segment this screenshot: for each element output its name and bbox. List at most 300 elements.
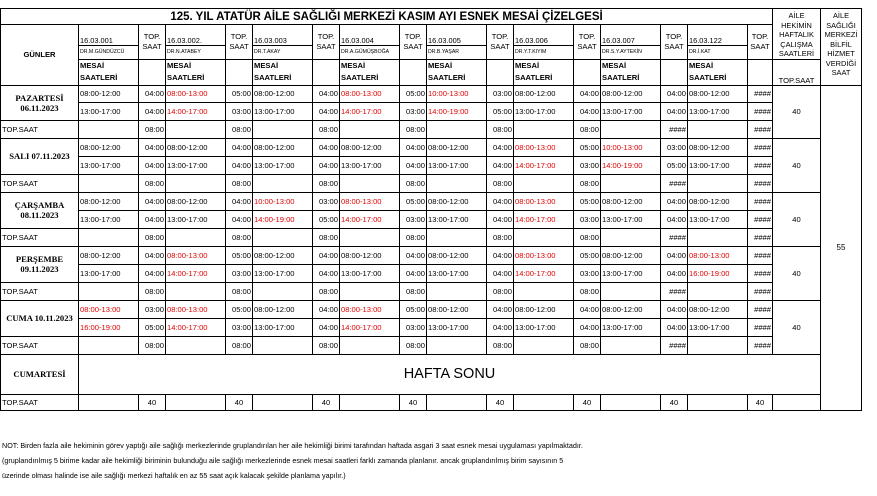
daily-total[interactable]: 08:00 <box>226 282 253 300</box>
shift-time[interactable]: 14:00-17:00 <box>340 102 400 120</box>
shift-hours[interactable]: 04:00 <box>139 192 166 210</box>
shift-hours[interactable]: 04:00 <box>139 264 166 282</box>
weekly-hours[interactable]: 40 <box>773 192 821 246</box>
top-saat-label[interactable]: TOP.SAAT <box>1 120 79 138</box>
doctor-name[interactable]: DR.A.GÜMÜŞBOĞA <box>340 45 400 59</box>
empty-cell[interactable] <box>601 282 661 300</box>
shift-time[interactable]: 10:00-13:00 <box>427 85 487 102</box>
shift-time[interactable]: 13:00-17:00 <box>688 156 748 174</box>
shift-time[interactable]: 08:00-13:00 <box>688 246 748 264</box>
shift-hours[interactable]: 04:00 <box>400 246 427 264</box>
shift-time[interactable]: 13:00-17:00 <box>79 102 139 120</box>
daily-total[interactable]: 08:00 <box>487 120 514 138</box>
empty-cell[interactable] <box>400 59 427 85</box>
shift-hours[interactable]: 04:00 <box>487 192 514 210</box>
shift-time[interactable]: 13:00-17:00 <box>79 264 139 282</box>
shift-hours[interactable]: 04:00 <box>400 156 427 174</box>
shift-time[interactable]: 08:00-13:00 <box>166 246 226 264</box>
empty-cell[interactable] <box>427 394 487 410</box>
daily-total[interactable]: 08:00 <box>313 336 340 354</box>
weekly-hours[interactable]: 40 <box>773 300 821 354</box>
shift-hours[interactable]: 04:00 <box>226 138 253 156</box>
empty-cell[interactable] <box>166 228 226 246</box>
shift-hours[interactable]: 03:00 <box>574 264 601 282</box>
shift-hours[interactable]: 04:00 <box>400 264 427 282</box>
shift-hours[interactable]: 05:00 <box>487 102 514 120</box>
empty-cell[interactable] <box>166 120 226 138</box>
daily-total[interactable]: 08:00 <box>226 228 253 246</box>
shift-time[interactable]: 13:00-17:00 <box>427 318 487 336</box>
shift-hours[interactable]: 03:00 <box>226 102 253 120</box>
day-label[interactable]: ÇARŞAMBA 08.11.2023 <box>1 192 79 228</box>
shift-hours[interactable]: #### <box>748 300 773 318</box>
shift-time[interactable]: 14:00-19:00 <box>427 102 487 120</box>
empty-cell[interactable] <box>688 282 748 300</box>
header-hekim-top[interactable]: TOP.SAAT <box>773 59 821 85</box>
daily-total[interactable]: 08:00 <box>139 282 166 300</box>
daily-total[interactable]: #### <box>748 174 773 192</box>
shift-time[interactable]: 08:00-12:00 <box>79 138 139 156</box>
weekly-hours[interactable]: 40 <box>773 246 821 300</box>
header-top-saat[interactable]: TOP. SAAT <box>226 25 253 60</box>
day-label[interactable]: CUMA 10.11.2023 <box>1 300 79 336</box>
shift-hours[interactable]: 04:00 <box>574 102 601 120</box>
doctor-name[interactable]: DR.B.YAŞAR <box>427 45 487 59</box>
shift-time[interactable]: 08:00-12:00 <box>688 192 748 210</box>
shift-time[interactable]: 08:00-12:00 <box>340 246 400 264</box>
header-gunler[interactable]: GÜNLER <box>1 25 79 86</box>
doctor-name[interactable]: DR.İ.KAT <box>688 45 748 59</box>
shift-hours[interactable]: 04:00 <box>226 192 253 210</box>
daily-total[interactable]: 08:00 <box>400 336 427 354</box>
shift-hours[interactable]: 04:00 <box>139 156 166 174</box>
shift-time[interactable]: 08:00-12:00 <box>514 85 574 102</box>
empty-cell[interactable] <box>313 59 340 85</box>
shift-time[interactable]: 08:00-12:00 <box>340 138 400 156</box>
shift-hours[interactable]: 04:00 <box>139 102 166 120</box>
weekly-total[interactable]: 40 <box>748 394 773 410</box>
shift-hours[interactable]: 04:00 <box>661 102 688 120</box>
empty-cell[interactable] <box>253 120 313 138</box>
shift-time[interactable]: 08:00-12:00 <box>166 138 226 156</box>
empty-cell[interactable] <box>514 282 574 300</box>
empty-cell[interactable] <box>688 120 748 138</box>
daily-total[interactable]: #### <box>748 336 773 354</box>
header-mesai[interactable]: MESAİ SAATLERİ <box>340 59 400 85</box>
shift-time[interactable]: 16:00-19:00 <box>688 264 748 282</box>
shift-time[interactable]: 08:00-13:00 <box>79 300 139 318</box>
daily-total[interactable]: #### <box>661 120 688 138</box>
header-mesai[interactable]: MESAİ SAATLERİ <box>79 59 139 85</box>
shift-time[interactable]: 14:00-17:00 <box>166 102 226 120</box>
shift-time[interactable]: 13:00-17:00 <box>601 210 661 228</box>
shift-time[interactable]: 08:00-12:00 <box>601 246 661 264</box>
shift-time[interactable]: 14:00-17:00 <box>340 318 400 336</box>
shift-hours[interactable]: 04:00 <box>487 210 514 228</box>
daily-total[interactable]: 08:00 <box>487 228 514 246</box>
shift-time[interactable]: 13:00-17:00 <box>688 318 748 336</box>
daily-total[interactable]: 08:00 <box>487 282 514 300</box>
shift-hours[interactable]: 05:00 <box>574 138 601 156</box>
hafta-sonu[interactable]: HAFTA SONU <box>79 354 821 394</box>
empty-cell[interactable] <box>79 228 139 246</box>
weekly-total[interactable]: 40 <box>661 394 688 410</box>
shift-hours[interactable]: 04:00 <box>574 300 601 318</box>
shift-time[interactable]: 13:00-17:00 <box>253 102 313 120</box>
shift-hours[interactable]: 05:00 <box>226 85 253 102</box>
daily-total[interactable]: #### <box>748 228 773 246</box>
shift-hours[interactable]: 04:00 <box>487 246 514 264</box>
empty-cell[interactable] <box>688 228 748 246</box>
shift-hours[interactable]: 04:00 <box>661 210 688 228</box>
shift-time[interactable]: 14:00-17:00 <box>340 210 400 228</box>
empty-cell[interactable] <box>340 336 400 354</box>
shift-time[interactable]: 14:00-17:00 <box>166 318 226 336</box>
daily-total[interactable]: #### <box>748 120 773 138</box>
empty-cell[interactable] <box>79 174 139 192</box>
top-saat-label[interactable]: TOP.SAAT <box>1 394 79 410</box>
header-mesai[interactable]: MESAİ SAATLERİ <box>688 59 748 85</box>
empty-cell[interactable] <box>79 394 139 410</box>
empty-cell[interactable] <box>340 174 400 192</box>
shift-hours[interactable]: 04:00 <box>487 300 514 318</box>
shift-time[interactable]: 13:00-17:00 <box>601 102 661 120</box>
shift-time[interactable]: 13:00-17:00 <box>688 210 748 228</box>
shift-hours[interactable]: 05:00 <box>139 318 166 336</box>
weekly-hours[interactable]: 40 <box>773 138 821 192</box>
doctor-name[interactable]: DR.S.Y.AYTEKİN <box>601 45 661 59</box>
shift-hours[interactable]: 03:00 <box>313 192 340 210</box>
shift-hours[interactable]: 04:00 <box>487 264 514 282</box>
shift-hours[interactable]: 04:00 <box>313 156 340 174</box>
empty-cell[interactable] <box>79 282 139 300</box>
empty-cell[interactable] <box>574 59 601 85</box>
shift-time[interactable]: 08:00-12:00 <box>688 85 748 102</box>
shift-hours[interactable]: 04:00 <box>400 138 427 156</box>
shift-time[interactable]: 08:00-13:00 <box>514 246 574 264</box>
shift-hours[interactable]: 03:00 <box>139 300 166 318</box>
weekly-total[interactable]: 40 <box>487 394 514 410</box>
shift-hours[interactable]: 04:00 <box>313 102 340 120</box>
shift-time[interactable]: 13:00-17:00 <box>253 318 313 336</box>
shift-hours[interactable]: 05:00 <box>574 192 601 210</box>
daily-total[interactable]: #### <box>661 228 688 246</box>
daily-total[interactable]: 08:00 <box>226 120 253 138</box>
empty-cell[interactable] <box>427 336 487 354</box>
empty-cell[interactable] <box>427 228 487 246</box>
daily-total[interactable]: 08:00 <box>313 282 340 300</box>
empty-cell[interactable] <box>661 59 688 85</box>
empty-cell[interactable] <box>514 394 574 410</box>
daily-total[interactable]: #### <box>661 282 688 300</box>
shift-hours[interactable]: 04:00 <box>226 210 253 228</box>
empty-cell[interactable] <box>601 394 661 410</box>
weekly-total[interactable]: 40 <box>226 394 253 410</box>
header-merkez-saat[interactable]: AİLE SAĞLIĞI MERKEZİ BİLFİL HİZMET VERDİĞİ SAAT <box>821 9 862 86</box>
shift-time[interactable]: 13:00-17:00 <box>340 156 400 174</box>
top-saat-label[interactable]: TOP.SAAT <box>1 228 79 246</box>
daily-total[interactable]: 08:00 <box>400 120 427 138</box>
shift-time[interactable]: 13:00-17:00 <box>253 264 313 282</box>
shift-hours[interactable]: 04:00 <box>487 156 514 174</box>
shift-time[interactable]: 08:00-12:00 <box>601 192 661 210</box>
shift-hours[interactable]: #### <box>748 156 773 174</box>
shift-time[interactable]: 08:00-12:00 <box>601 85 661 102</box>
shift-time[interactable]: 08:00-13:00 <box>340 300 400 318</box>
empty-cell[interactable] <box>514 228 574 246</box>
empty-cell[interactable] <box>166 336 226 354</box>
shift-time[interactable]: 08:00-12:00 <box>253 138 313 156</box>
header-mesai[interactable]: MESAİ SAATLERİ <box>601 59 661 85</box>
shift-hours[interactable]: 04:00 <box>313 318 340 336</box>
shift-hours[interactable]: #### <box>748 210 773 228</box>
doctor-name[interactable]: DR.Y.T.KIYIM <box>514 45 574 59</box>
shift-hours[interactable]: #### <box>748 264 773 282</box>
shift-hours[interactable]: 05:00 <box>400 85 427 102</box>
shift-time[interactable]: 14:00-17:00 <box>166 264 226 282</box>
sheet-title[interactable]: 125. YIL ATATÜR AİLE SAĞLIĞI MERKEZİ KASIM AYI ESNEK MESAİ ÇİZELGESİ <box>1 9 773 25</box>
shift-time[interactable]: 13:00-17:00 <box>166 210 226 228</box>
shift-hours[interactable]: 04:00 <box>313 246 340 264</box>
shift-hours[interactable]: 03:00 <box>574 156 601 174</box>
shift-time[interactable]: 13:00-17:00 <box>427 264 487 282</box>
shift-hours[interactable]: 04:00 <box>313 138 340 156</box>
shift-hours[interactable]: 04:00 <box>226 156 253 174</box>
shift-time[interactable]: 10:00-13:00 <box>601 138 661 156</box>
shift-time[interactable]: 13:00-17:00 <box>688 102 748 120</box>
empty-cell[interactable] <box>79 336 139 354</box>
shift-hours[interactable]: #### <box>748 138 773 156</box>
empty-cell[interactable] <box>487 59 514 85</box>
shift-hours[interactable]: 03:00 <box>226 318 253 336</box>
header-mesai[interactable]: MESAİ SAATLERİ <box>514 59 574 85</box>
empty-cell[interactable] <box>253 174 313 192</box>
shift-time[interactable]: 10:00-13:00 <box>253 192 313 210</box>
shift-time[interactable]: 08:00-12:00 <box>427 192 487 210</box>
shift-time[interactable]: 13:00-17:00 <box>601 264 661 282</box>
merkez-total[interactable]: 55 <box>821 85 862 410</box>
shift-time[interactable]: 13:00-17:00 <box>601 318 661 336</box>
header-hekim-haftalik[interactable]: AİLE HEKİMİN HAFTALIK ÇALIŞMA SAATLERİ <box>773 9 821 60</box>
header-mesai[interactable]: MESAİ SAATLERİ <box>427 59 487 85</box>
shift-hours[interactable]: 04:00 <box>487 138 514 156</box>
shift-hours[interactable]: #### <box>748 318 773 336</box>
shift-hours[interactable]: 04:00 <box>574 318 601 336</box>
shift-hours[interactable]: 04:00 <box>139 85 166 102</box>
daily-total[interactable]: #### <box>661 336 688 354</box>
shift-hours[interactable]: 05:00 <box>400 192 427 210</box>
daily-total[interactable]: 08:00 <box>574 174 601 192</box>
shift-time[interactable]: 08:00-12:00 <box>166 192 226 210</box>
shift-hours[interactable]: 04:00 <box>139 138 166 156</box>
daily-total[interactable]: 08:00 <box>139 120 166 138</box>
shift-time[interactable]: 08:00-13:00 <box>166 300 226 318</box>
shift-time[interactable]: 13:00-17:00 <box>340 264 400 282</box>
doctor-code[interactable]: 16.03.002. <box>166 25 226 46</box>
shift-time[interactable]: 08:00-13:00 <box>166 85 226 102</box>
header-top-saat[interactable]: TOP. SAAT <box>487 25 514 60</box>
empty-cell[interactable] <box>139 59 166 85</box>
doctor-code[interactable]: 16.03.001 <box>79 25 139 46</box>
empty-cell[interactable] <box>514 336 574 354</box>
header-top-saat[interactable]: TOP. SAAT <box>400 25 427 60</box>
shift-time[interactable]: 08:00-12:00 <box>427 300 487 318</box>
day-label[interactable]: PERŞEMBE 09.11.2023 <box>1 246 79 282</box>
shift-hours[interactable]: 03:00 <box>661 138 688 156</box>
shift-time[interactable]: 08:00-12:00 <box>427 246 487 264</box>
top-saat-label[interactable]: TOP.SAAT <box>1 282 79 300</box>
shift-time[interactable]: 16:00-19:00 <box>79 318 139 336</box>
shift-hours[interactable]: 04:00 <box>487 318 514 336</box>
shift-time[interactable]: 13:00-17:00 <box>79 210 139 228</box>
empty-cell[interactable] <box>748 59 773 85</box>
shift-hours[interactable]: #### <box>748 192 773 210</box>
shift-time[interactable]: 08:00-13:00 <box>340 85 400 102</box>
doctor-code[interactable]: 16.03.004 <box>340 25 400 46</box>
shift-hours[interactable]: 04:00 <box>313 85 340 102</box>
empty-cell[interactable] <box>166 174 226 192</box>
daily-total[interactable]: 08:00 <box>400 228 427 246</box>
daily-total[interactable]: 08:00 <box>139 174 166 192</box>
doctor-code[interactable]: 16.03.122 <box>688 25 748 46</box>
shift-hours[interactable]: 04:00 <box>661 85 688 102</box>
shift-time[interactable]: 14:00-17:00 <box>514 264 574 282</box>
shift-time[interactable]: 13:00-17:00 <box>166 156 226 174</box>
shift-hours[interactable]: 05:00 <box>313 210 340 228</box>
empty-cell[interactable] <box>773 394 821 410</box>
empty-cell[interactable] <box>688 394 748 410</box>
empty-cell[interactable] <box>688 174 748 192</box>
doctor-name[interactable]: DR.N.ATABEY <box>166 45 226 59</box>
header-top-saat[interactable]: TOP. SAAT <box>139 25 166 60</box>
shift-time[interactable]: 08:00-12:00 <box>688 138 748 156</box>
shift-hours[interactable]: 03:00 <box>400 210 427 228</box>
shift-hours[interactable]: 04:00 <box>661 318 688 336</box>
shift-time[interactable]: 08:00-13:00 <box>340 192 400 210</box>
shift-hours[interactable]: 03:00 <box>487 85 514 102</box>
shift-hours[interactable]: 04:00 <box>313 264 340 282</box>
shift-time[interactable]: 08:00-13:00 <box>514 138 574 156</box>
shift-hours[interactable]: 03:00 <box>226 264 253 282</box>
shift-hours[interactable]: 03:00 <box>400 102 427 120</box>
daily-total[interactable]: 08:00 <box>313 174 340 192</box>
shift-hours[interactable]: 04:00 <box>661 264 688 282</box>
shift-hours[interactable]: 05:00 <box>574 246 601 264</box>
shift-time[interactable]: 13:00-17:00 <box>514 102 574 120</box>
empty-cell[interactable] <box>166 394 226 410</box>
empty-cell[interactable] <box>79 120 139 138</box>
empty-cell[interactable] <box>340 120 400 138</box>
shift-hours[interactable]: 03:00 <box>574 210 601 228</box>
weekly-total[interactable]: 40 <box>313 394 340 410</box>
shift-time[interactable]: 08:00-12:00 <box>253 85 313 102</box>
daily-total[interactable]: 08:00 <box>574 282 601 300</box>
shift-hours[interactable]: #### <box>748 102 773 120</box>
shift-time[interactable]: 13:00-17:00 <box>514 318 574 336</box>
shift-time[interactable]: 08:00-12:00 <box>253 246 313 264</box>
shift-time[interactable]: 08:00-12:00 <box>688 300 748 318</box>
shift-time[interactable]: 08:00-12:00 <box>601 300 661 318</box>
daily-total[interactable]: 08:00 <box>139 228 166 246</box>
empty-cell[interactable] <box>427 120 487 138</box>
empty-cell[interactable] <box>601 336 661 354</box>
daily-total[interactable]: 08:00 <box>574 228 601 246</box>
header-top-saat[interactable]: TOP. SAAT <box>313 25 340 60</box>
shift-hours[interactable]: 04:00 <box>574 85 601 102</box>
shift-time[interactable]: 14:00-17:00 <box>514 210 574 228</box>
shift-time[interactable]: 08:00-12:00 <box>514 300 574 318</box>
shift-hours[interactable]: 05:00 <box>400 300 427 318</box>
weekly-total[interactable]: 40 <box>574 394 601 410</box>
weekly-hours[interactable]: 40 <box>773 85 821 138</box>
shift-hours[interactable]: 04:00 <box>661 300 688 318</box>
weekly-total[interactable]: 40 <box>400 394 427 410</box>
shift-time[interactable]: 13:00-17:00 <box>427 210 487 228</box>
weekly-total[interactable]: 40 <box>139 394 166 410</box>
daily-total[interactable]: 08:00 <box>313 120 340 138</box>
shift-time[interactable]: 13:00-17:00 <box>79 156 139 174</box>
shift-time[interactable]: 08:00-12:00 <box>427 138 487 156</box>
shift-time[interactable]: 08:00-12:00 <box>79 192 139 210</box>
empty-cell[interactable] <box>253 228 313 246</box>
doctor-code[interactable]: 16.03.007 <box>601 25 661 46</box>
daily-total[interactable]: 08:00 <box>139 336 166 354</box>
daily-total[interactable]: 08:00 <box>400 282 427 300</box>
shift-hours[interactable]: 04:00 <box>139 246 166 264</box>
shift-time[interactable]: 08:00-12:00 <box>79 85 139 102</box>
empty-cell[interactable] <box>340 282 400 300</box>
cumartesi-label[interactable]: CUMARTESİ <box>1 354 79 394</box>
shift-time[interactable]: 14:00-19:00 <box>253 210 313 228</box>
shift-hours[interactable]: 04:00 <box>313 300 340 318</box>
empty-cell[interactable] <box>253 336 313 354</box>
shift-hours[interactable]: 04:00 <box>661 192 688 210</box>
daily-total[interactable]: 08:00 <box>226 174 253 192</box>
empty-cell[interactable] <box>340 228 400 246</box>
shift-time[interactable]: 13:00-17:00 <box>427 156 487 174</box>
daily-total[interactable]: 08:00 <box>487 174 514 192</box>
daily-total[interactable]: 08:00 <box>400 174 427 192</box>
empty-cell[interactable] <box>514 174 574 192</box>
doctor-code[interactable]: 16.03.005 <box>427 25 487 46</box>
empty-cell[interactable] <box>601 120 661 138</box>
empty-cell[interactable] <box>253 394 313 410</box>
top-saat-label[interactable]: TOP.SAAT <box>1 336 79 354</box>
top-saat-label[interactable]: TOP.SAAT <box>1 174 79 192</box>
shift-hours[interactable]: 05:00 <box>226 246 253 264</box>
daily-total[interactable]: 08:00 <box>313 228 340 246</box>
header-top-saat[interactable]: TOP. SAAT <box>748 25 773 60</box>
shift-hours[interactable]: 05:00 <box>226 300 253 318</box>
header-mesai[interactable]: MESAİ SAATLERİ <box>253 59 313 85</box>
day-label[interactable]: SALI 07.11.2023 <box>1 138 79 174</box>
shift-time[interactable]: 08:00-12:00 <box>79 246 139 264</box>
empty-cell[interactable] <box>166 282 226 300</box>
shift-hours[interactable]: 03:00 <box>400 318 427 336</box>
shift-time[interactable]: 13:00-17:00 <box>253 156 313 174</box>
daily-total[interactable]: #### <box>661 174 688 192</box>
daily-total[interactable]: 08:00 <box>574 120 601 138</box>
empty-cell[interactable] <box>514 120 574 138</box>
shift-hours[interactable]: #### <box>748 85 773 102</box>
daily-total[interactable]: 08:00 <box>226 336 253 354</box>
shift-time[interactable]: 14:00-17:00 <box>514 156 574 174</box>
empty-cell[interactable] <box>226 59 253 85</box>
doctor-code[interactable]: 16.03.003 <box>253 25 313 46</box>
shift-hours[interactable]: 04:00 <box>661 246 688 264</box>
daily-total[interactable]: 08:00 <box>574 336 601 354</box>
shift-time[interactable]: 08:00-12:00 <box>253 300 313 318</box>
